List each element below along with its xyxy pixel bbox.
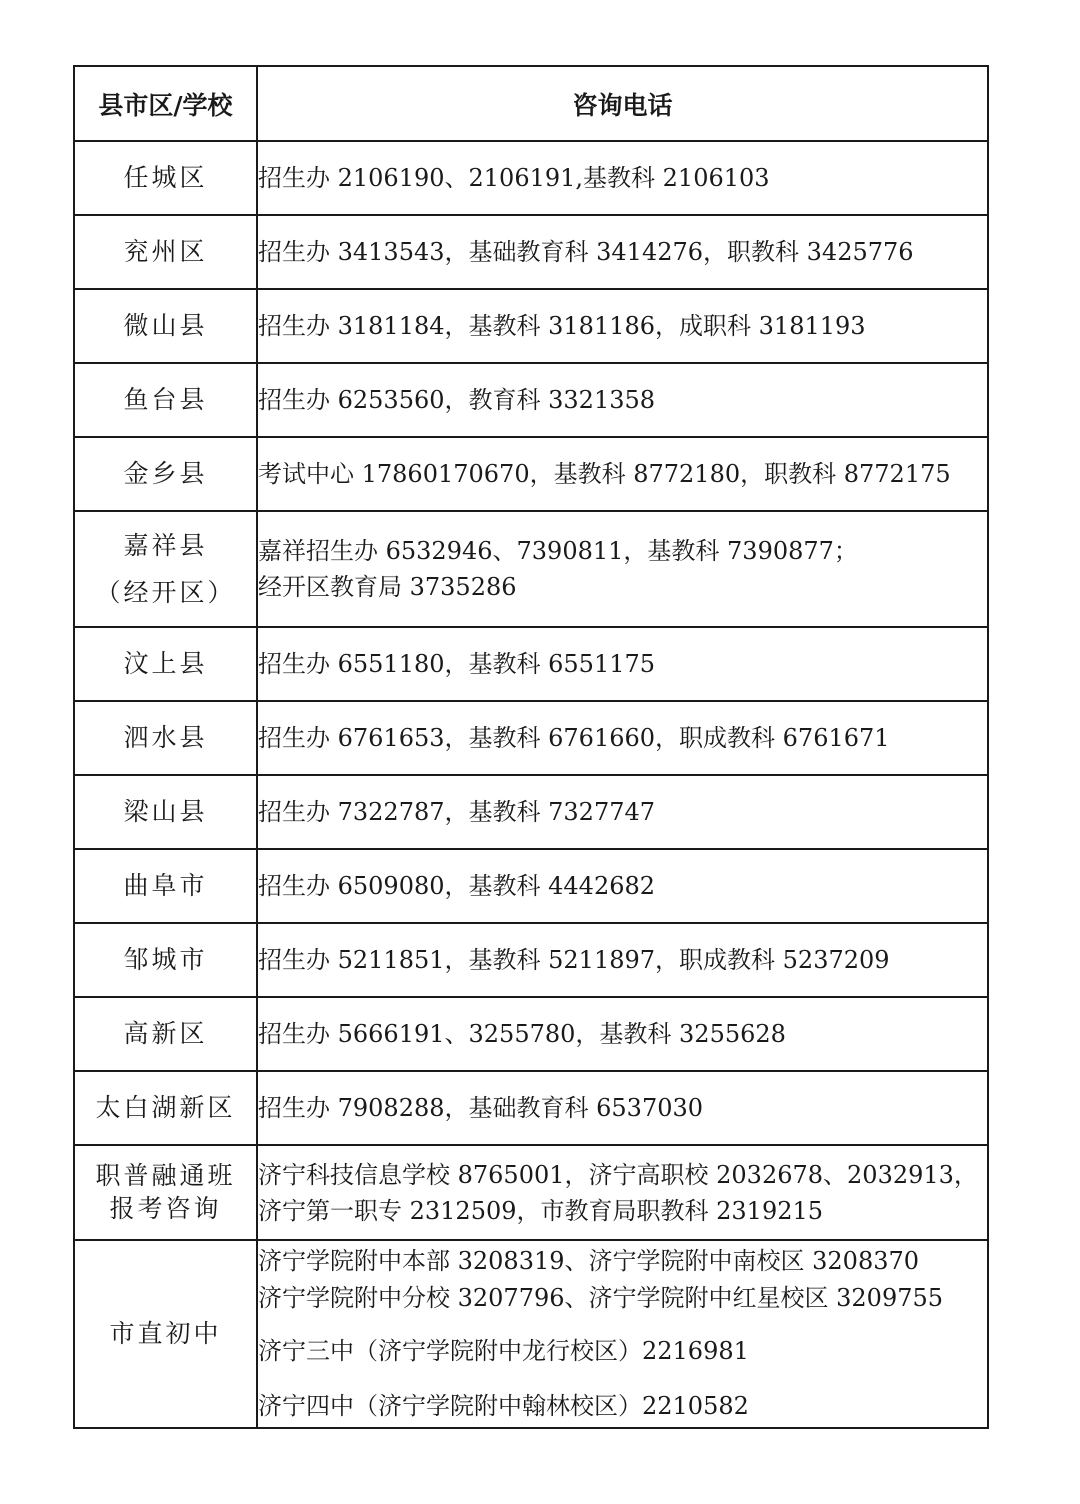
phone-cell: 招生办 3181184，基教科 3181186，成职科 3181193 — [257, 289, 988, 363]
table-row — [74, 997, 988, 1071]
region-line: 报考咨询 — [109, 1193, 222, 1223]
table-row — [74, 923, 988, 997]
region-cell: 泗水县 — [74, 701, 257, 775]
region-cell: 任城区 — [74, 141, 257, 215]
region-line: 嘉祥县 — [123, 530, 208, 560]
region-line: 职普融通班 — [95, 1161, 236, 1190]
region-cell — [74, 511, 257, 627]
phone-line: 嘉祥招生办 6532946、7390811，基教科 7390877； — [258, 537, 858, 565]
region-line: （经开区） — [95, 578, 236, 607]
table-row — [74, 775, 988, 849]
region-cell: 鱼台县 — [74, 363, 257, 437]
phone-cell: 考试中心 17860170670，基教科 8772180，职教科 8772175 — [257, 437, 988, 511]
phone-line: 济宁学院附中本部 3208319、济宁学院附中南校区 3208370 — [258, 1246, 920, 1275]
table-row — [74, 1071, 988, 1145]
table-row — [74, 1240, 988, 1428]
header-region: 县市区/学校 — [74, 66, 257, 141]
phone-cell: 招生办 2106190、2106191,基教科 2106103 — [257, 141, 988, 215]
phone-line: 济宁科技信息学校 8765001，济宁高职校 2032678、2032913， — [258, 1160, 978, 1189]
region-cell: 市直初中 — [74, 1240, 257, 1428]
phone-cell: 招生办 6509080，基教科 4442682 — [257, 849, 988, 923]
header-phone: 咨询电话 — [257, 66, 988, 141]
phone-cell — [257, 511, 988, 627]
phone-cell: 招生办 7322787，基教科 7327747 — [257, 775, 988, 849]
phone-cell: 招生办 6761653，基教科 6761660，职成教科 6761671 — [257, 701, 988, 775]
region-cell: 兖州区 — [74, 215, 257, 289]
phone-line: 济宁三中（济宁学院附中龙行校区）2216981 — [258, 1337, 749, 1365]
table-row — [74, 627, 988, 701]
table-row — [74, 141, 988, 215]
table-header-row — [74, 66, 988, 141]
region-cell — [74, 1145, 257, 1240]
phone-cell: 招生办 7908288，基础教育科 6537030 — [257, 1071, 988, 1145]
phone-line: 济宁第一职专 2312509，市教育局职教科 2319215 — [258, 1196, 824, 1225]
phone-cell — [257, 1145, 988, 1240]
phone-line: 济宁学院附中分校 3207796、济宁学院附中红星校区 3209755 — [258, 1283, 944, 1312]
phone-cell: 招生办 6253560，教育科 3321358 — [257, 363, 988, 437]
region-cell: 微山县 — [74, 289, 257, 363]
table-row — [74, 215, 988, 289]
table-row — [74, 437, 988, 511]
phone-cell: 招生办 3413543，基础教育科 3414276，职教科 3425776 — [257, 215, 988, 289]
phone-cell — [257, 1240, 988, 1428]
region-cell: 曲阜市 — [74, 849, 257, 923]
contact-table — [73, 65, 989, 1429]
phone-cell: 招生办 6551180，基教科 6551175 — [257, 627, 988, 701]
table-row — [74, 1145, 988, 1240]
region-cell: 邹城市 — [74, 923, 257, 997]
region-cell: 梁山县 — [74, 775, 257, 849]
table-row — [74, 289, 988, 363]
table-row — [74, 701, 988, 775]
region-cell: 太白湖新区 — [74, 1071, 257, 1145]
region-cell: 金乡县 — [74, 437, 257, 511]
phone-cell: 招生办 5211851，基教科 5211897，职成教科 5237209 — [257, 923, 988, 997]
region-cell: 汶上县 — [74, 627, 257, 701]
table-row — [74, 511, 988, 627]
table-row — [74, 363, 988, 437]
region-cell: 高新区 — [74, 997, 257, 1071]
table-row — [74, 849, 988, 923]
phone-line: 经开区教育局 3735286 — [258, 573, 517, 601]
phone-cell: 招生办 5666191、3255780，基教科 3255628 — [257, 997, 988, 1071]
phone-line: 济宁四中（济宁学院附中翰林校区）2210582 — [258, 1392, 749, 1421]
